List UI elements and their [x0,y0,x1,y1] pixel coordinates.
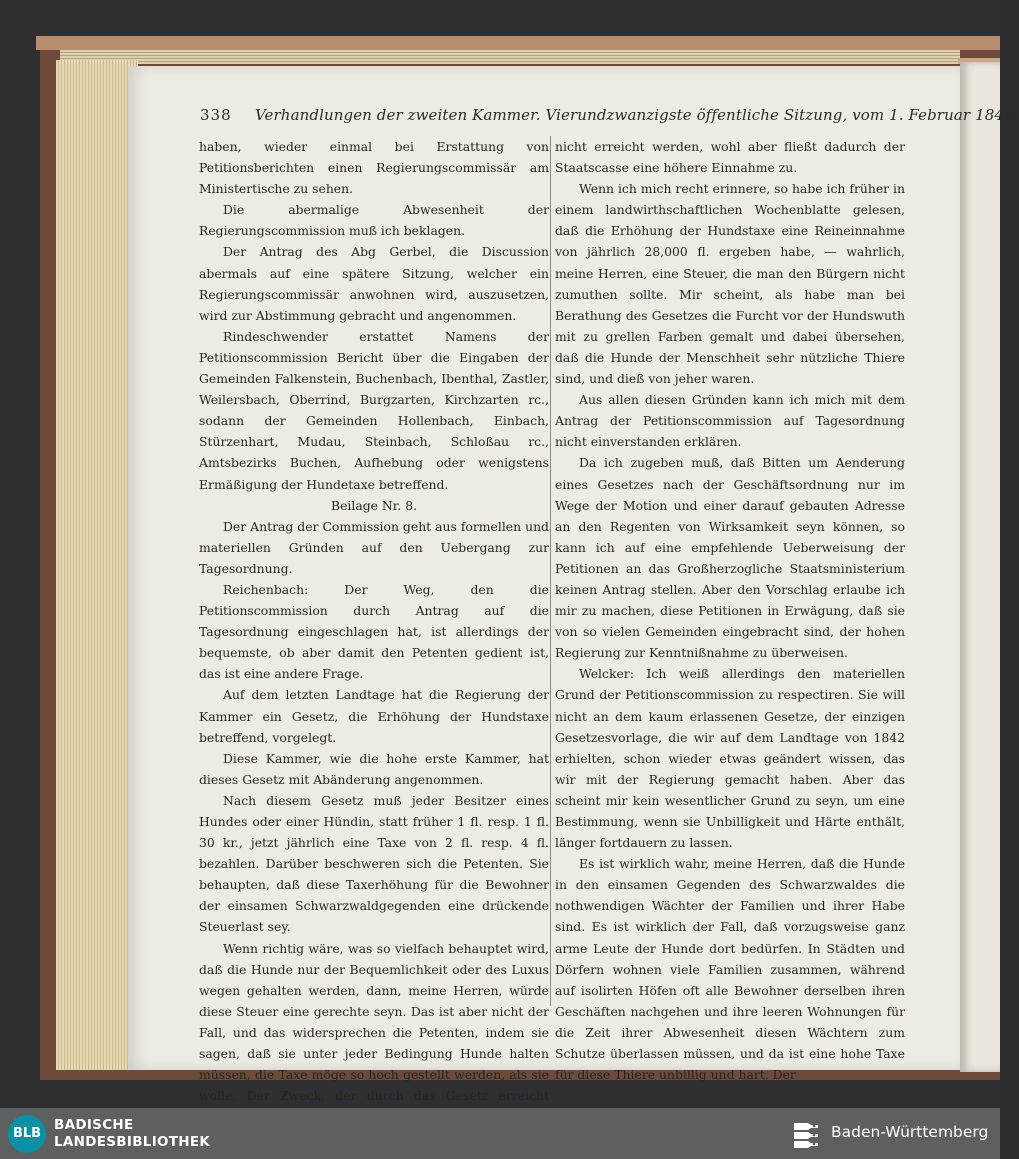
running-title: Verhandlungen der zweiten Kammer. Vierundzwanzigste öffentliche Sitzung, vom 1. Februar 1844. [255,106,1019,124]
paragraph: haben, wieder einmal bei Erstattung von Petitionsberichten einen Regierungscommissär am Ministertische zu sehen. [199,139,549,197]
left-column [199,136,549,1127]
paragraph: Rindeschwender erstattet Namens der Petitionscommission Bericht über die Eingaben der Gemeinden Falkenstein, Buchenbach, Ibenthal, Zastler, Weilersbach, Oberrind, Burgzarten, Kirchzarten rc., sodann der Gemeinden Hollenbach, Einbach, Stürzenhart, Mudau, Steinbach, Schloßau rc., Amtsbezirks Buchen, Aufhebung oder wenigstens Ermäßigung der Hundetaxe betreffend. [199,328,549,492]
book-cover-edge [36,36,1000,50]
library-name-line2: LANDESBIBLIOTHEK [54,1134,211,1150]
paragraph: Nach diesem Gesetz muß jeder Besitzer eines Hundes oder einer Hündin, statt früher 1 fl. resp. 1 fl. 30 kr., jetzt jährlich eine Taxe von 2 fl. resp. 4 fl. bezahlen. Darüber beschweren sich die Petenten. Sie behaupten, daß diese Taxerhöhung für die Bewohner der einsamen Schwarzwaldgegenden eine drückende Steuerlast sey. [199,792,549,935]
page-number: 338 [200,106,232,124]
paragraph: nicht erreicht werden, wohl aber fließt dadurch der Staatscasse eine höhere Einnahme zu. [555,139,905,176]
paragraph: Reichenbach: Der Weg, den die Petitionscommission durch Antrag auf die Tagesordnung eingeschlagen hat, ist allerdings der bequemste, ob aber damit den Petenten gedient ist, das ist eine andere Frage. [199,581,549,682]
column-divider [550,136,551,1006]
paragraph: Wenn ich mich recht erinnere, so habe ich früher in einem landwirthschaftlichen Wochenblatte gelesen, daß die Erhöhung der Hundstaxe eine Reineinnahme von jährlich 28,000 fl. ergeben habe, — wahrlich, meine Herren, eine Steuer, die man den Bürgern nicht zumuthen sollte. Mir scheint, als habe man bei Berathung des Gesetzes die Furcht vor der Hundswuth mit zu grellen Farben gemalt und dabei übersehen, daß die Hunde der Menschheit sehr nützliche Thiere sind, und dieß von jeher waren. [555,181,905,387]
paragraph: Welcker: Ich weiß allerdings den materiellen Grund der Petitionscommission zu respectiren. Sie will nicht an dem kaum erlassenen Gesetze, der einzigen Gesetzesvorlage, die wir auf dem Landtage von 1842 erhielten, schon wieder etwas geändert wissen, das wir mit der Regierung gemacht haben. Aber das scheint mir kein wesentlicher Grund zu seyn, um eine Bestimmung, wenn sie Unbilligkeit und Härte enthält, länger fortdauern zu lassen. [555,666,905,851]
page-stack-left [56,60,138,1070]
blb-logo[interactable]: BLB [8,1115,46,1153]
paragraph: Da ich zugeben muß, daß Bitten um Aenderung eines Gesetzes nach der Geschäftsordnung nur im Wege der Motion und einer darauf gebauten Adresse an den Regenten von Wirksamkeit seyn können, so kann ich auf eine empfehlende Ueberweisung der Petitionen an das Großherzogliche Staatsministerium keinen Antrag stellen. Aber den Vorschlag erlaube ich mir zu machen, diese Petitionen in Erwägung, daß sie von so vielen Gemeinden eingebracht sind, der hohen Regierung zur Kenntnißnahme zu überweisen. [555,455,905,661]
library-name-line1: BADISCHE [54,1117,134,1133]
paragraph: Der Antrag der Commission geht aus formellen und materiellen Gründen auf den Uebergang zur Tagesordnung. [199,518,549,576]
paragraph: Auf dem letzten Landtage hat die Regierung der Kammer ein Gesetz, die Erhöhung der Hundstaxe betreffend, vorgelegt. [199,687,549,745]
paragraph: Aus allen diesen Gründen kann ich mich mit dem Antrag der Petitionscommission auf Tagesordnung nicht einverstanden erklären. [555,392,905,450]
right-column [555,136,905,1085]
page-stack-top [60,50,960,64]
attachment-reference: Beilage Nr. 8. [330,497,418,513]
facing-page [960,62,1000,1072]
page-header [200,104,1019,130]
paragraph: Die abermalige Abwesenheit der Regierungscommission muß ich beklagen. [199,202,549,239]
paragraph: Es ist wirklich wahr, meine Herren, daß die Hunde in den einsamen Gegenden des Schwarzwaldes die nothwendigen Wächter der Familien und ihrer Habe sind. Es ist wirklich der Fall, daß vorzugsweise ganz arme Leute der Hunde dort bedürfen. In Städten und Dörfern wohnen viele Familien zusammen, während auf isolirten Höfen oft alle Bewohner derselben ihren Geschäften nachgehen und ihre leeren Wohnungen für die Zeit ihrer Abwesenheit diesen Wächtern zum Schutze überlassen müssen, und da ist eine hohe Taxe für diese Thiere unbillig und hart. Der [555,856,905,1083]
library-name[interactable] [54,1117,210,1151]
state-name[interactable]: Baden-Württemberg [831,1123,989,1141]
viewer-footer [0,1108,1000,1159]
paragraph: Der Antrag des Abg Gerbel, die Discussion abermals auf eine spätere Sitzung, welcher ein Regierungscommissär anwohnen wird, auszusetzen, wird zur Abstimmung gebracht und angenommen. [199,244,549,323]
paragraph: Diese Kammer, wie die hohe erste Kammer, hat dieses Gesetz mit Abänderung angenommen. [199,750,549,787]
paragraph: Wenn richtig wäre, was so vielfach behauptet wird, daß die Hunde nur der Bequemlichkeit oder des Luxus wegen gehalten werden, dann, meine Herren, würde diese Steuer eine gerechte seyn. Das ist aber nicht der Fall, und das widersprechen die Petenten, indem sie sagen, daß sie unter jeder Bedingung Hunde halten müssen, die Taxe möge so hoch gestellt werden, als sie wolle. Der Zweck, der durch das Gesetz erreicht [199,940,549,1104]
baden-wuerttemberg-lions-icon [792,1120,820,1150]
